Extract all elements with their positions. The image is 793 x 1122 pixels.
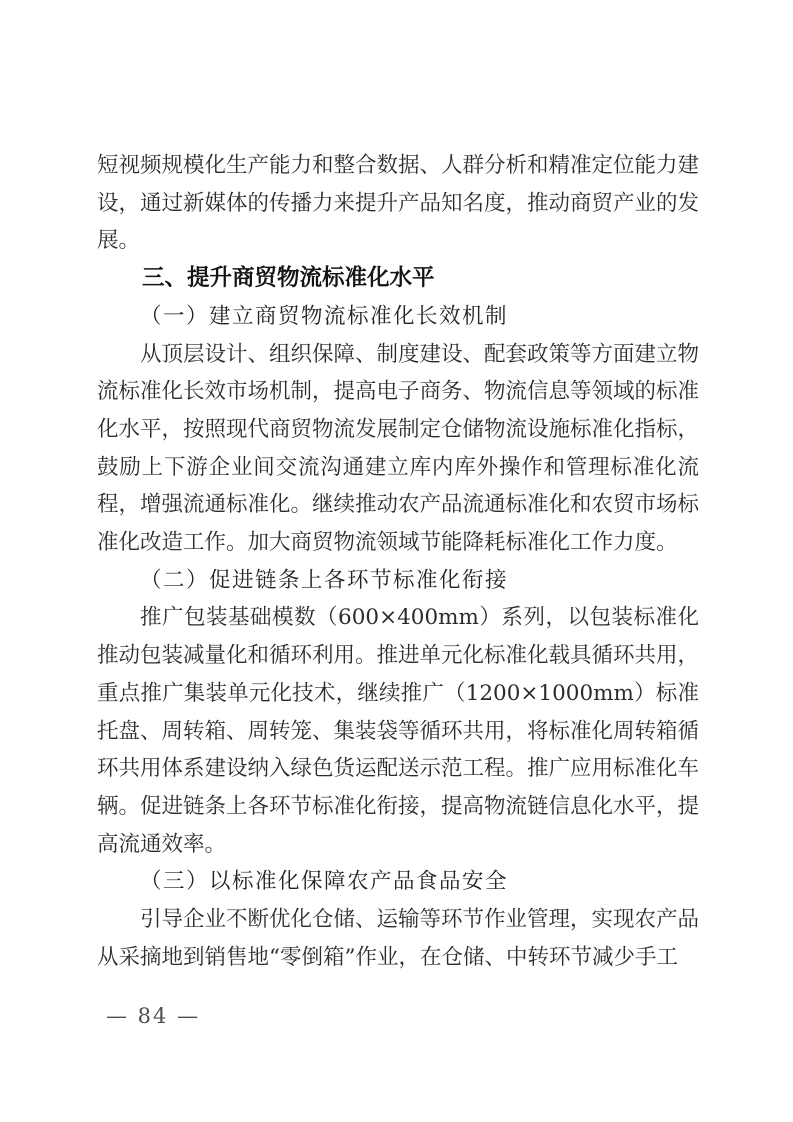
body-paragraph-1: 从顶层设计、组织保障、制度建设、配套政策等方面建立物流标准化长效市场机制，提高电子商务、物流信息等领域的标准化水平，按照现代商贸物流发展制定仓储物流设施标准化指标，鼓励上下游企业间交流沟通建立库内库外操作和管理标准化流程，增强流通标准化。继续推动农产品流通标准化和农贸市场标准化改造工作。加大商贸物流领域节能降耗标准化工作力度。: [97, 341, 700, 556]
body-paragraph-2: 推广包装基础模数（600×400mm）系列，以包装标准化推动包装减量化和循环利用。推进单元化标准化载具循环共用，重点推广集装单元化技术，继续推广（1200×1000mm）标准托盘、周转箱、周转笼、集装袋等循环共用，将标准化周转箱循环共用体系建设纳入绿色货运配送示范工程。推广应用标准化车辆。促进链条上各环节标准化衔接，提高物流链信息化水平，提高流通效率。: [97, 605, 700, 857]
paragraph-continuation: 短视频规模化生产能力和整合数据、人群分析和精准定位能力建设，通过新媒体的传播力来提升产品知名度，推动商贸产业的发展。: [97, 153, 700, 254]
page-number: — 84 —: [106, 1004, 201, 1028]
subsection-heading-3-3: （三）以标准化保障农产品食品安全: [140, 869, 509, 895]
subsection-heading-3-1: （一）建立商贸物流标准化长效机制: [140, 303, 509, 329]
subsection-heading-3-2: （二）促进链条上各环节标准化衔接: [140, 567, 509, 593]
body-paragraph-3: 引导企业不断优化仓储、运输等环节作业管理，实现农产品从采摘地到销售地“零倒箱”作业，在仓储、中转环节减少手工: [97, 907, 700, 970]
section-heading-3: 三、提升商贸物流标准化水平: [142, 265, 435, 292]
document-body: [97, 147, 699, 976]
